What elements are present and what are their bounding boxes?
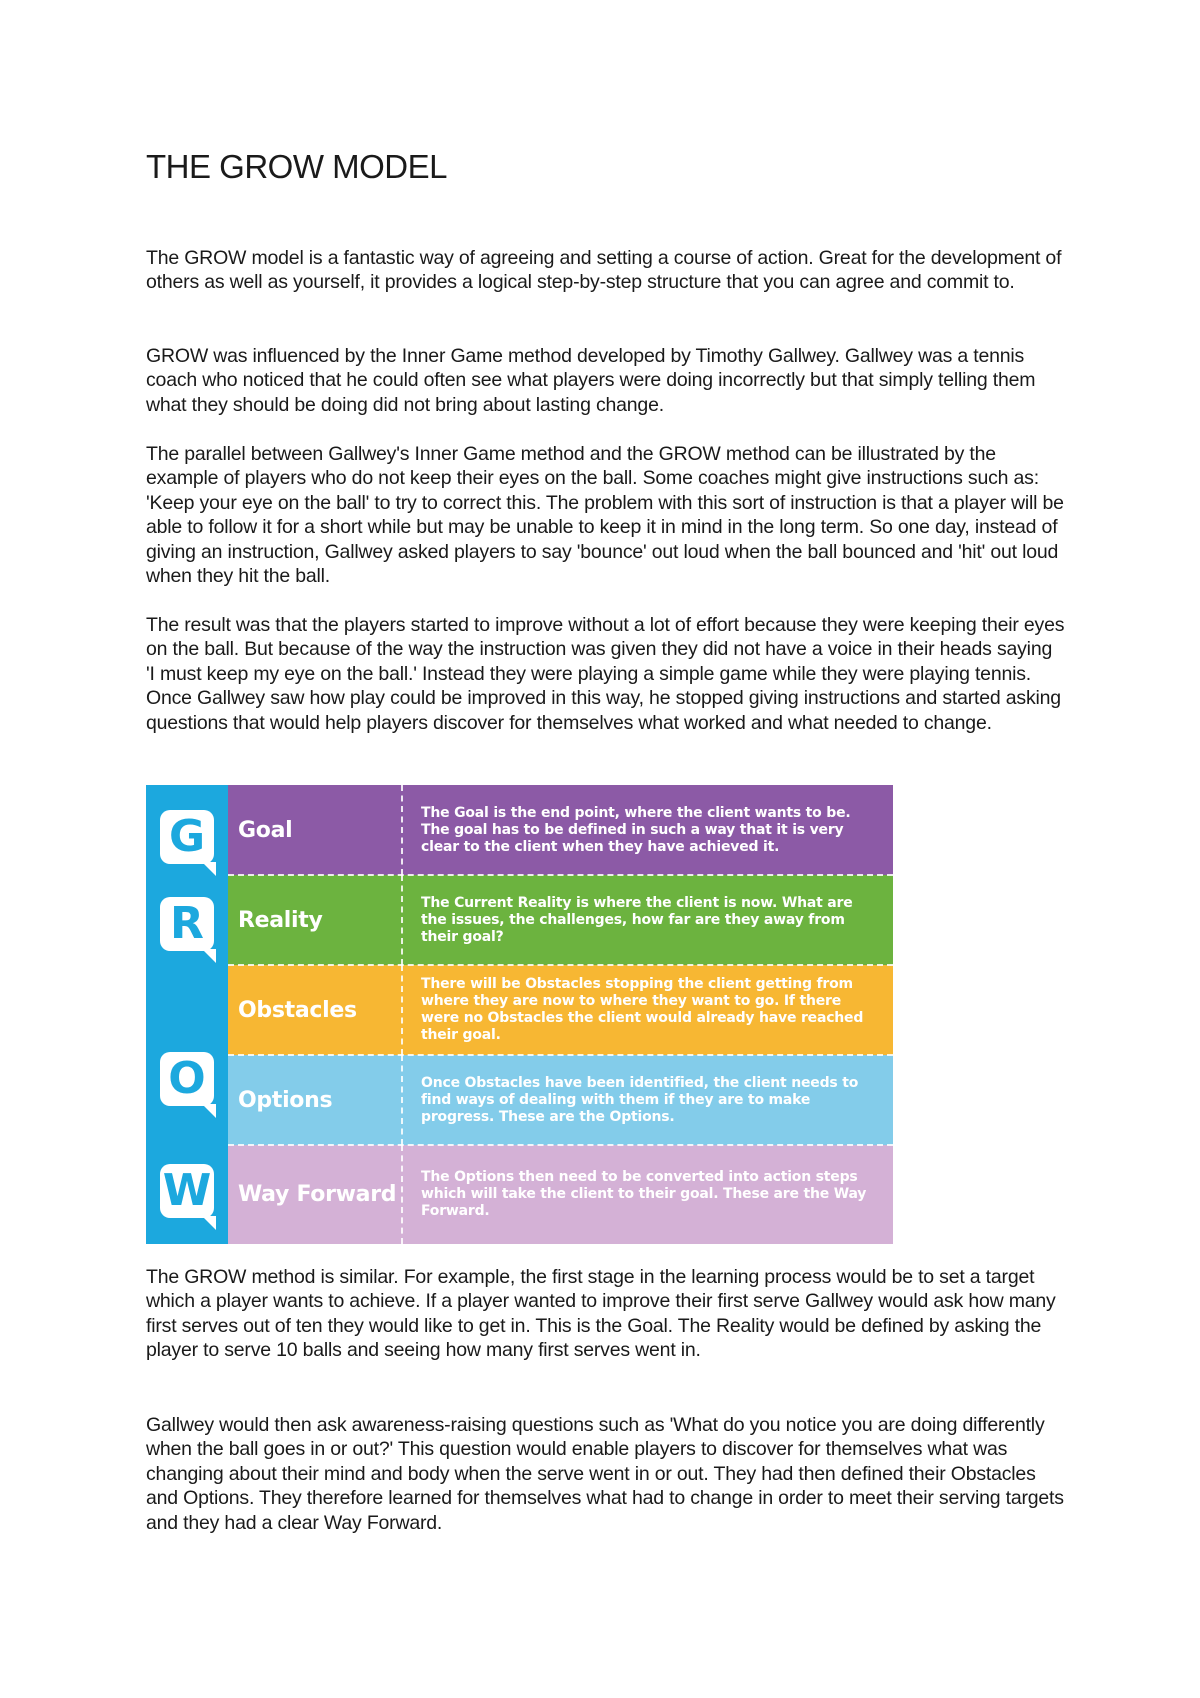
influence-paragraph: GROW was influenced by the Inner Game method developed by Timothy Gallwey. Gallwey was a tennis coach who noticed that he could often see what players were doing incorrectly but that simply telling them what they should be doing did not bring about lasting change. (146, 345, 1036, 416)
grow-row-label: Goal (228, 785, 403, 875)
row-divider (228, 1054, 893, 1056)
intro-paragraph: The GROW model is a fantastic way of agreeing and setting a course of action. Great for the development of others as well as yourself, it provides a logical step-by-step structure that you can agree and commit to. (146, 247, 1062, 294)
parallel-paragraph: The parallel between Gallwey's Inner Game method and the GROW method can be illustrated by the example of players who do not keep their eyes on the ball. Some coaches might give instructions such as: 'Keep your eye on the ball' to try to correct this. The problem with this sort of instruction is that a player will be able to follow it for a short while but may be unable to keep it in mind in the long term. So one day, instead of giving an instruction, Gallwey asked players to say 'bounce' out loud when the ball bounced and 'hit' out loud when they hit the ball. (146, 443, 1064, 588)
grow-row-reality (228, 875, 893, 965)
grow-row-description: The Current Reality is where the client is now. What are the issues, the challenges, how far are they away from their goal? (421, 894, 853, 945)
grow-row-description: The Options then need to be converted into action steps which will take the client to their goal. These are the Way Forward. (421, 1169, 867, 1219)
grow-row-way-forward (228, 1145, 893, 1244)
grow-row-options (228, 1055, 893, 1145)
grow-row-goal (228, 785, 893, 875)
grow-row-label: Way Forward (228, 1145, 403, 1244)
row-divider (228, 1144, 893, 1146)
grow-row-description: There will be Obstacles stopping the client getting from where they are now to where they want to go. If there were no Obstacles the client would already have reached their goal. (421, 976, 864, 1043)
awareness-paragraph: Gallwey would then ask awareness-raising questions such as 'What do you notice you are doing differently when the ball goes in or out?' This question would enable players to discover for themselves what was changing about their mind and body when the serve went in or out. They had then defined their Obstacles and Options. They therefore learned for themselves what had to change in order to meet their serving targets and they had a clear Way Forward. (146, 1414, 1064, 1534)
grow-diagram (146, 785, 893, 1244)
row-divider (228, 874, 893, 876)
letter-o-bubble: O (160, 1052, 214, 1106)
result-paragraph: The result was that the players started to improve without a lot of effort because they were keeping their eyes on the ball. But because of the way the instruction was given they did not have a voice in their heads saying 'I must keep my eye on the ball.' Instead they were playing a simple game while they were playing tennis. Once Gallwey saw how play could be improved in this way, he stopped giving instructions and started asking questions that would help players discover for themselves what worked and what needed to change. (146, 614, 1065, 734)
grow-row-obstacles (228, 965, 893, 1055)
grow-row-label: Options (228, 1055, 403, 1145)
letter-r-bubble: R (160, 897, 214, 951)
similar-method-paragraph: The GROW method is similar. For example, the first stage in the learning process would be to set a target which a player wants to achieve. If a player wanted to improve their first serve Gallwey would ask how many first serves out of ten they would like to get in. This is the Goal. The Reality would be defined by asking the player to serve 10 balls and seeing how many first serves went in. (146, 1266, 1056, 1362)
grow-row-description: The Goal is the end point, where the client wants to be. The goal has to be defined in such a way that it is very clear to the client when they have achieved it. (421, 804, 851, 855)
grow-row-label: Obstacles (228, 965, 403, 1055)
page-title: THE GROW MODEL (146, 148, 448, 185)
grow-row-label: Reality (228, 875, 403, 965)
grow-row-description: Once Obstacles have been identified, the client needs to find ways of dealing with them if they are to make progress. These are the Options. (421, 1074, 859, 1125)
row-divider (228, 964, 893, 966)
grow-letter-strip (146, 785, 228, 1244)
letter-g-bubble: G (160, 810, 214, 864)
letter-w-bubble: W (160, 1164, 214, 1218)
